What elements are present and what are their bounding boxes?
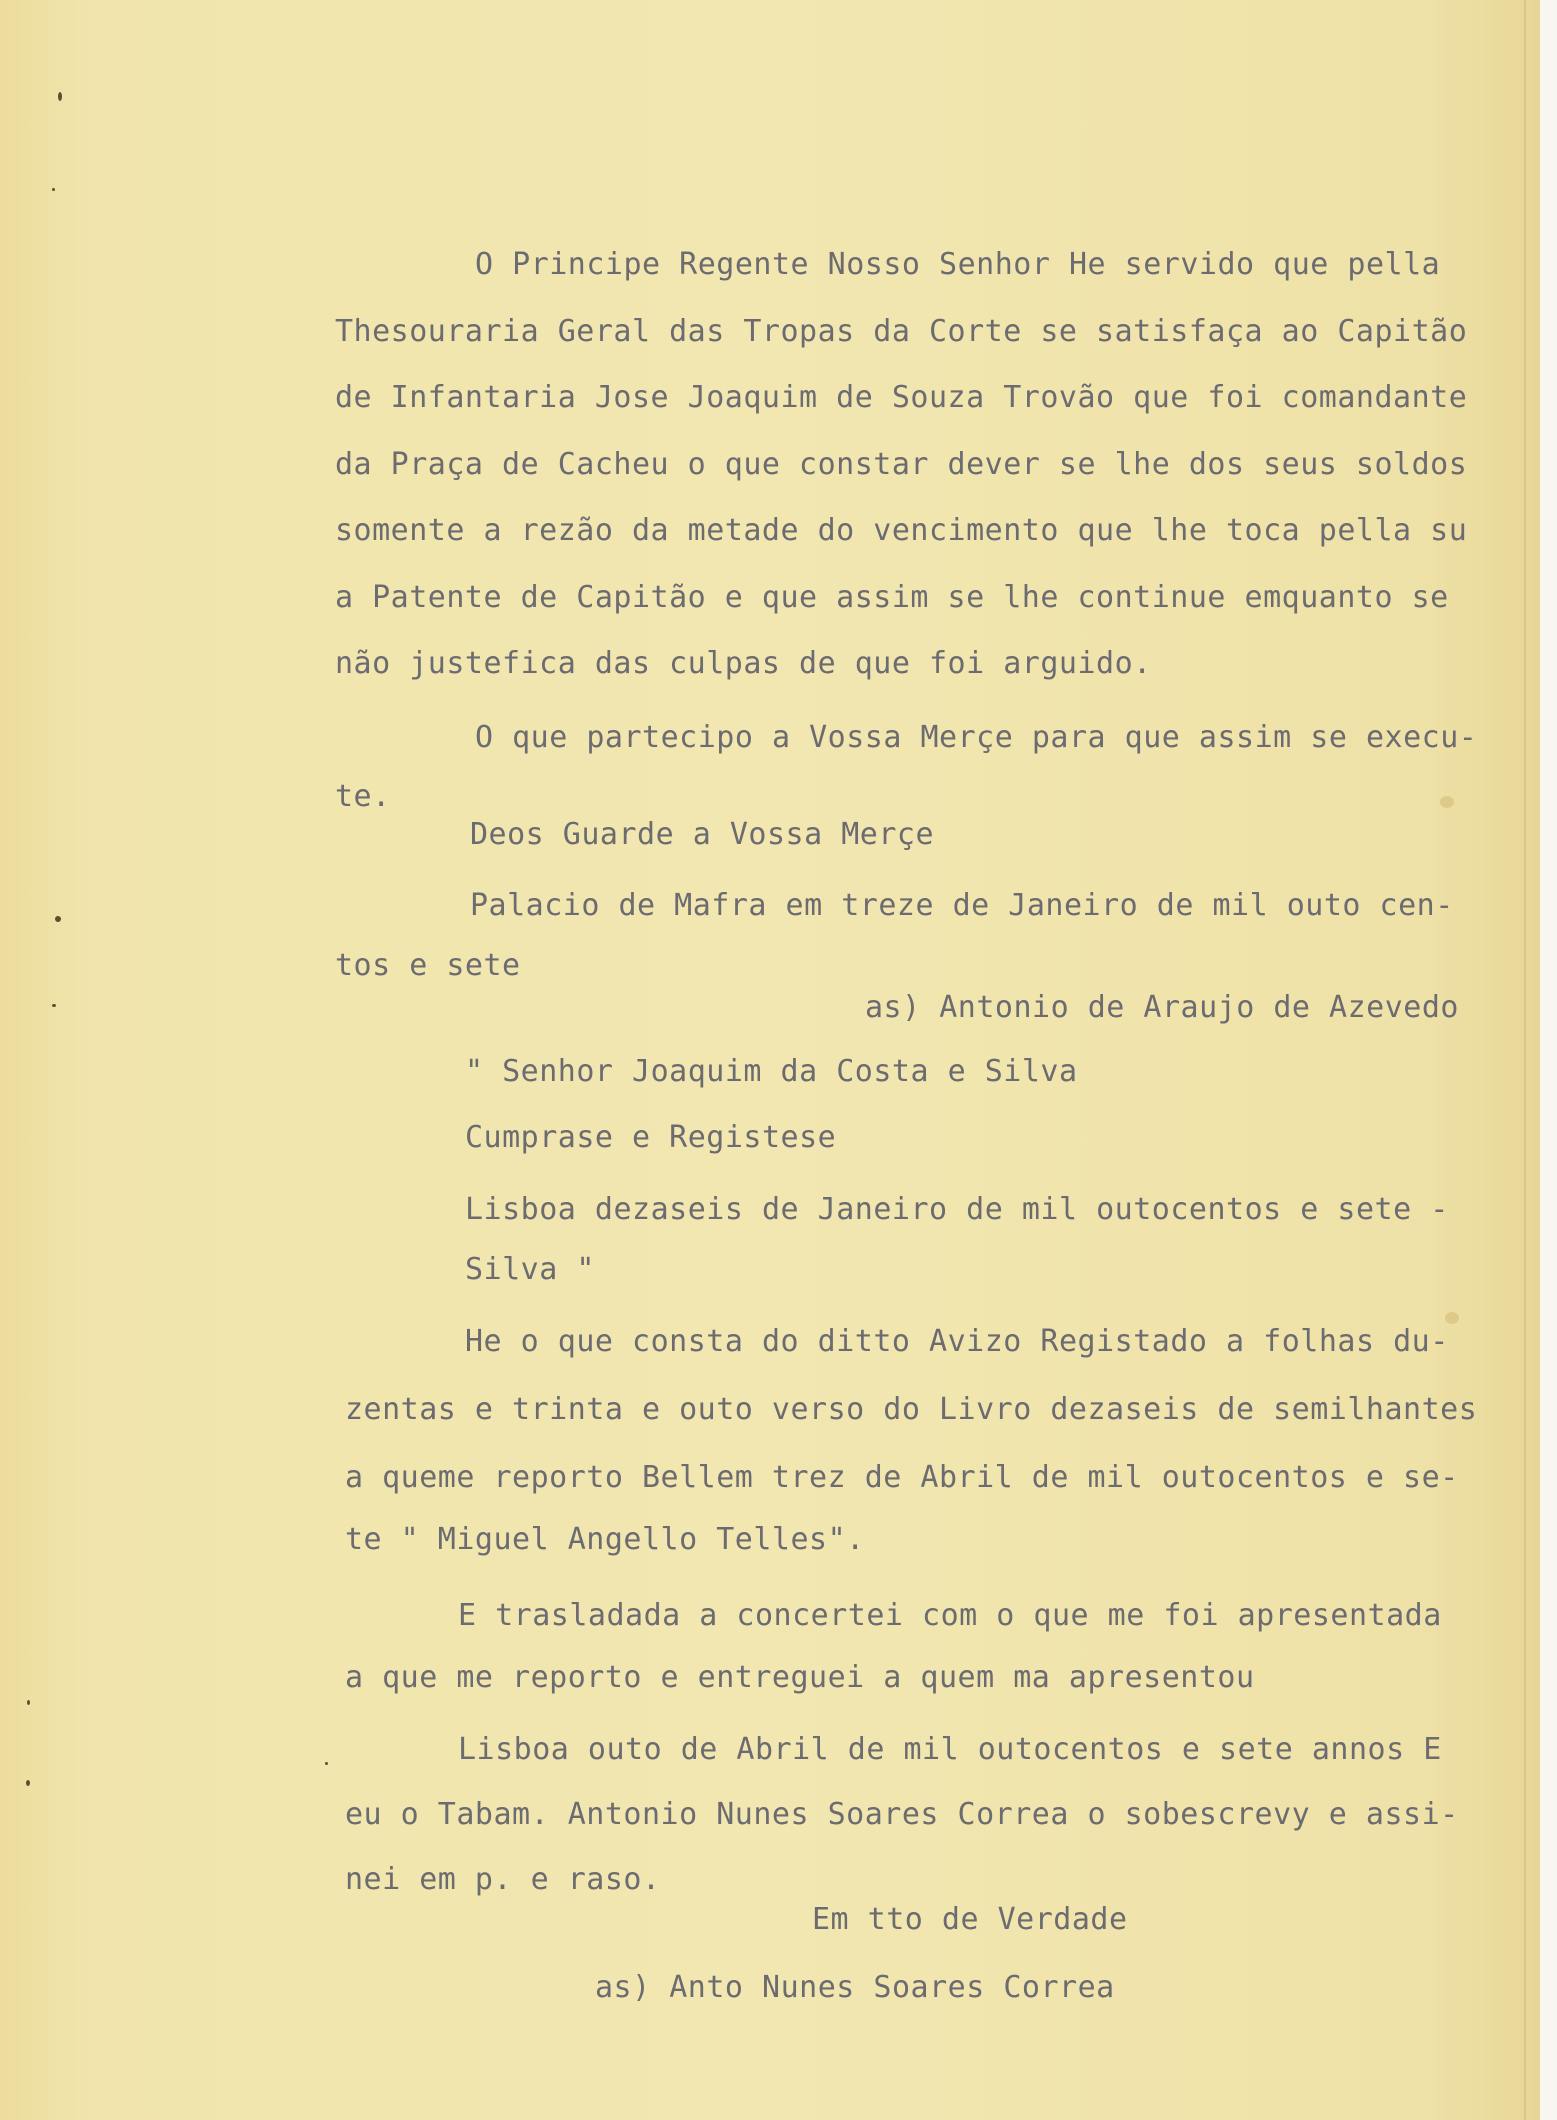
ink-speck xyxy=(52,188,55,191)
text-line: E trasladada a concertei com o que me foi apresentada xyxy=(458,1598,1442,1633)
ink-speck xyxy=(58,92,62,101)
ink-speck xyxy=(27,1700,30,1705)
text-line: Cumprase e Registese xyxy=(465,1120,837,1155)
text-line: Lisboa dezaseis de Janeiro de mil outocentos e sete - xyxy=(465,1192,1449,1227)
ink-speck xyxy=(325,1762,328,1765)
text-line: Thesouraria Geral das Tropas da Corte se satisfaça ao Capitão xyxy=(335,314,1468,349)
paper-stain xyxy=(1445,1312,1459,1324)
attestation-line: Em tto de Verdade xyxy=(812,1902,1128,1937)
text-line: a Patente de Capitão e que assim se lhe continue emquanto se xyxy=(335,580,1449,615)
text-line: a que me reporto e entreguei a quem ma apresentou xyxy=(345,1660,1255,1695)
text-line: tos e sete xyxy=(335,948,521,983)
text-line: nei em p. e raso. xyxy=(345,1862,661,1897)
text-line: Deos Guarde a Vossa Merçe xyxy=(470,817,935,852)
text-line: de Infantaria Jose Joaquim de Souza Trovão que foi comandante xyxy=(335,380,1468,415)
ink-speck xyxy=(55,916,61,922)
text-line: eu o Tabam. Antonio Nunes Soares Correa o sobescrevy e assi- xyxy=(345,1797,1459,1832)
text-line: O que partecipo a Vossa Merçe para que assim se execu- xyxy=(475,720,1478,755)
text-line: a queme reporto Bellem trez de Abril de mil outocentos e se- xyxy=(345,1460,1459,1495)
text-line: Silva " xyxy=(465,1252,595,1287)
text-line: Palacio de Mafra em treze de Janeiro de mil outo cen- xyxy=(470,888,1454,923)
text-line: te " Miguel Angello Telles". xyxy=(345,1522,865,1557)
paper-stain xyxy=(1440,796,1454,808)
text-line: da Praça de Cacheu o que constar dever se lhe dos seus soldos xyxy=(335,447,1468,482)
page-edge-shadow xyxy=(1524,0,1526,2120)
page-border xyxy=(1540,0,1557,2120)
ink-speck xyxy=(26,1780,30,1786)
text-line: " Senhor Joaquim da Costa e Silva xyxy=(465,1054,1078,1089)
text-line: zentas e trinta e outo verso do Livro dezaseis de semilhantes xyxy=(345,1392,1478,1427)
text-line: O Principe Regente Nosso Senhor He servido que pella xyxy=(475,247,1441,282)
signature-line: as) Anto Nunes Soares Correa xyxy=(595,1970,1115,2005)
text-line: não justefica das culpas de que foi arguido. xyxy=(335,646,1152,681)
text-line: Lisboa outo de Abril de mil outocentos e sete annos E xyxy=(458,1732,1442,1767)
ink-speck xyxy=(52,1004,56,1007)
text-line: te. xyxy=(335,779,391,814)
text-line: somente a rezão da metade do vencimento que lhe toca pella su xyxy=(335,513,1468,548)
text-line: He o que consta do ditto Avizo Registado a folhas du- xyxy=(465,1324,1449,1359)
signature-line: as) Antonio de Araujo de Azevedo xyxy=(865,990,1459,1025)
